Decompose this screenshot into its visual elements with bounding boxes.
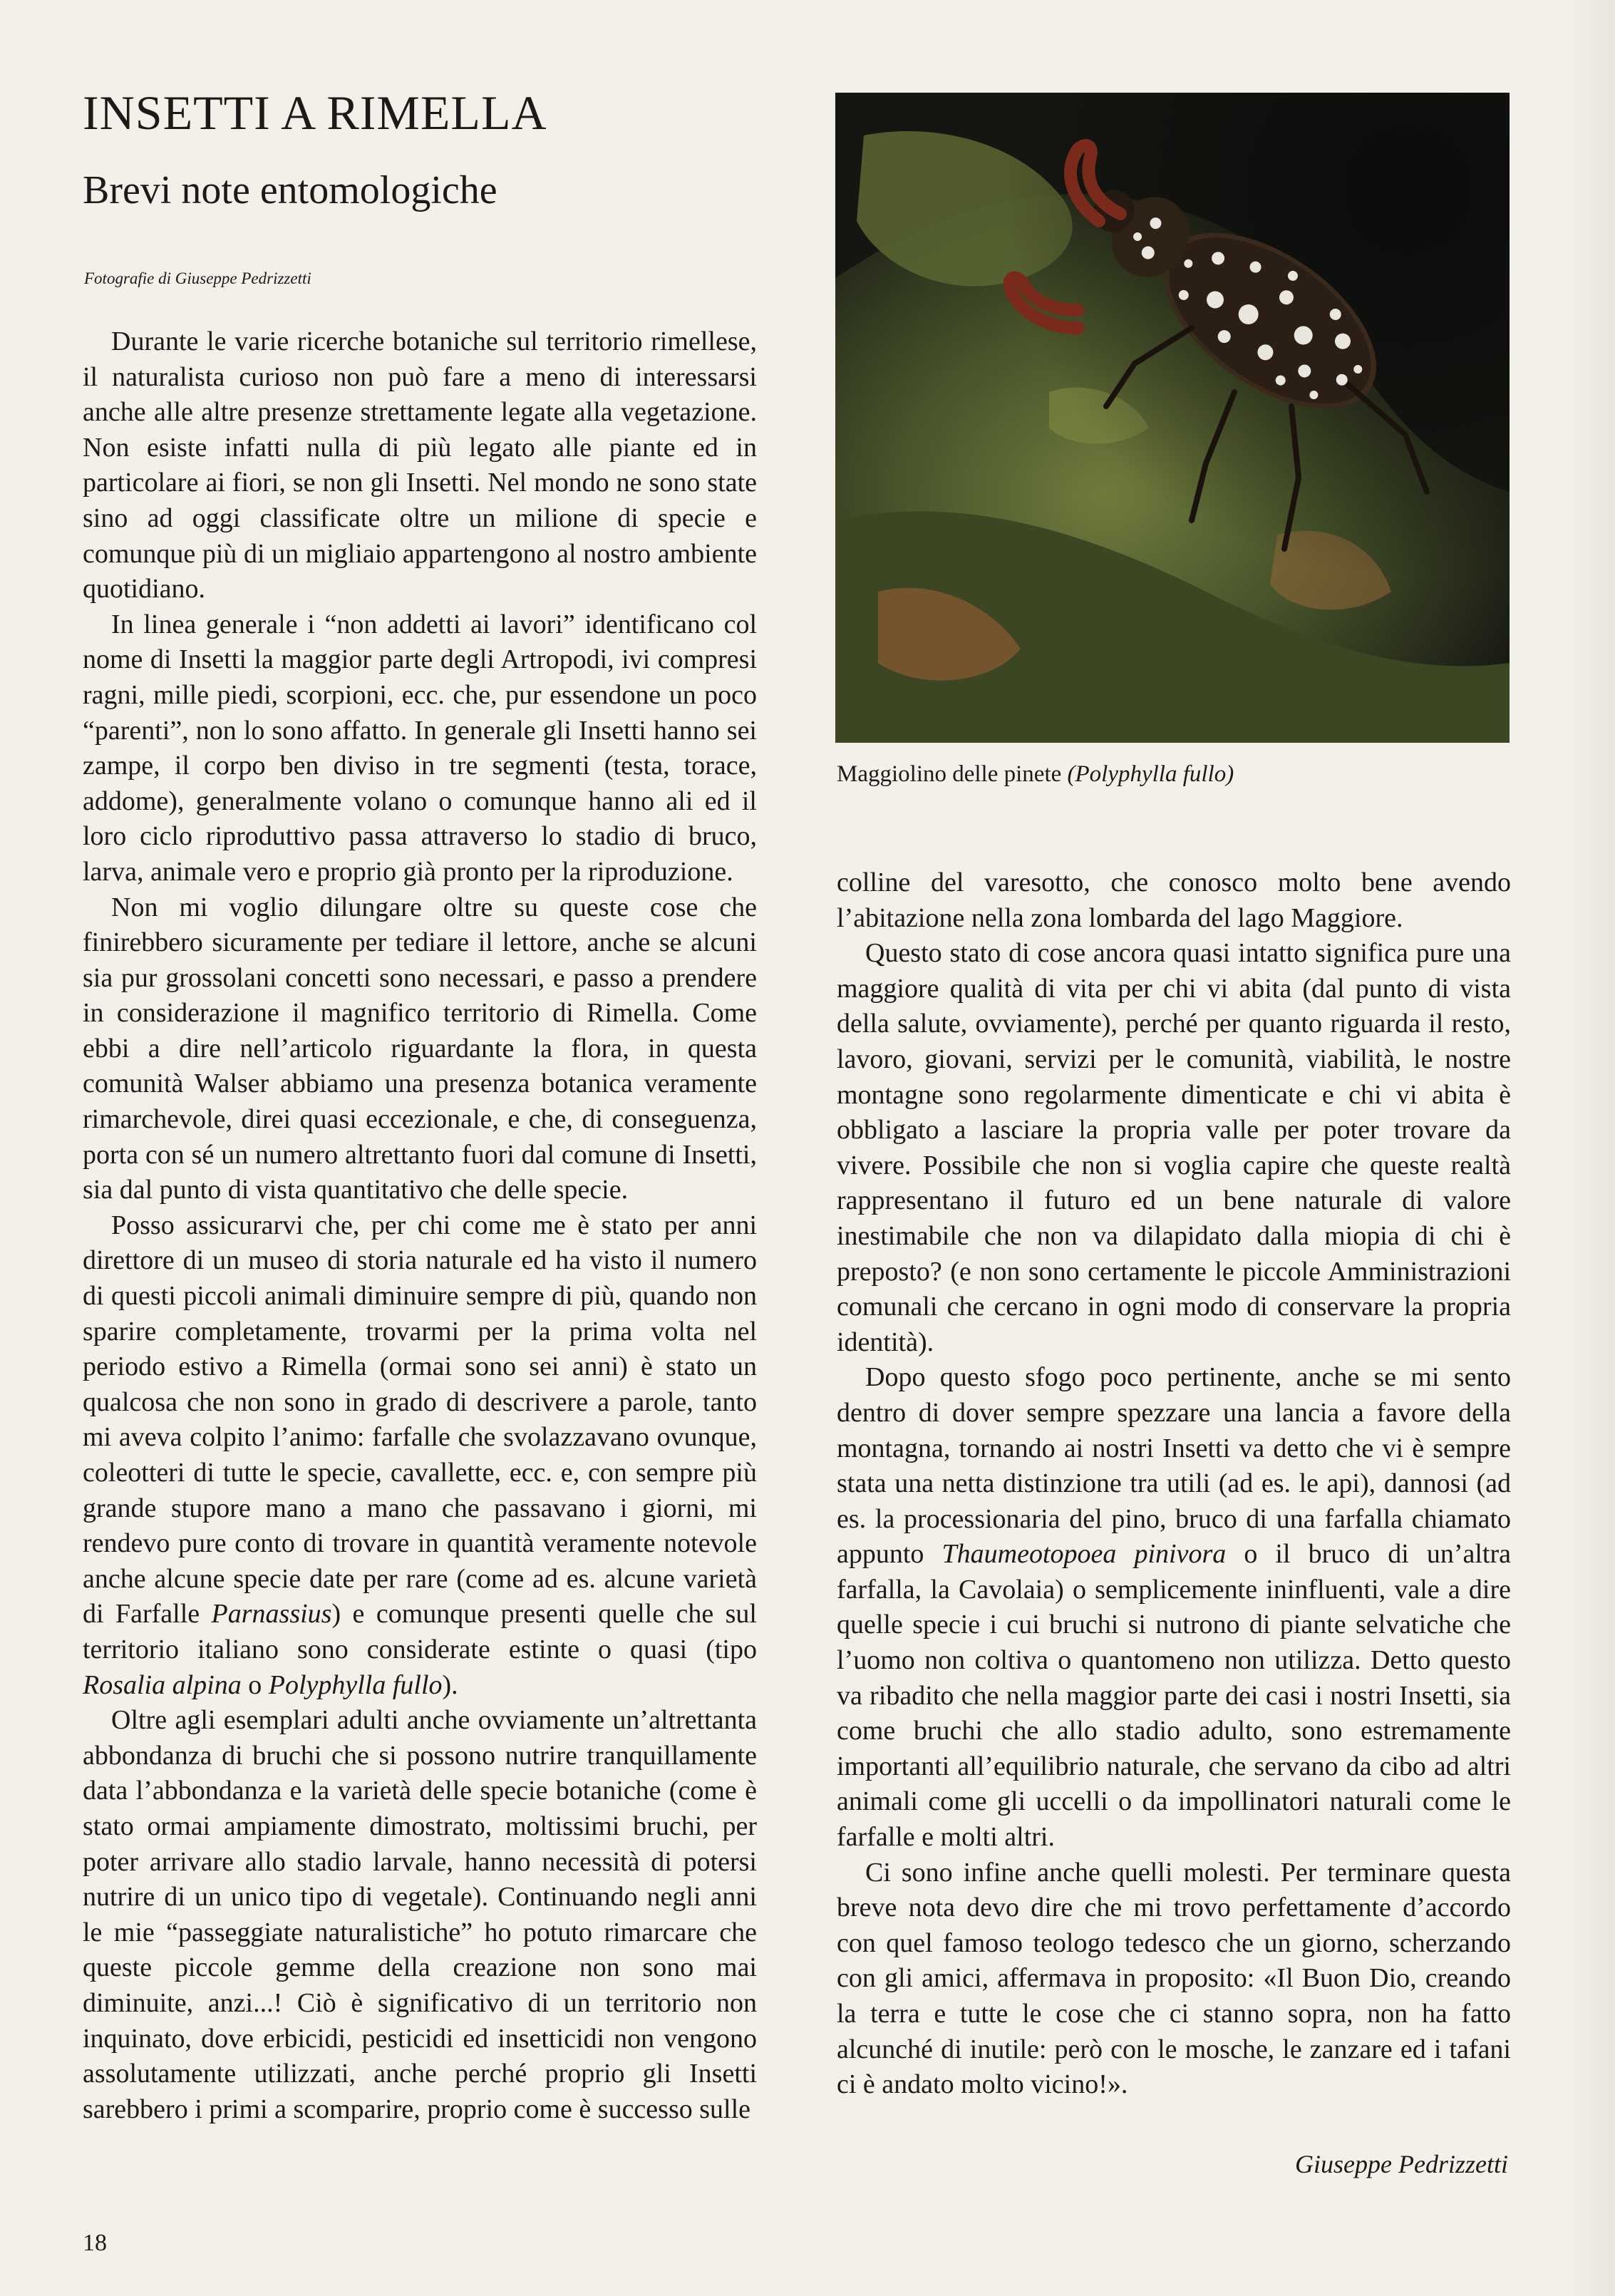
article-subtitle: Brevi note entomologiche xyxy=(83,168,497,212)
text-run: ) e comunque presenti quelle che sul territorio italiano sono considerate estinte o quasi (tipo xyxy=(83,1599,757,1664)
beetle-photo xyxy=(835,93,1510,743)
photo-caption xyxy=(837,761,1234,788)
paragraph: Questo stato di cose ancora quasi intatto significa pure una maggiore qualità di vita per chi vi abita (dal punto di vista della salute, ovviamente), perché per quanto riguarda il resto, lavoro, giovani, servizi per le comunità, viabilità, le nostre montagne sono regolarmente dimenticate e chi vi abita è obbligato a lasciare la propria valle per poter trovare da vivere. Possibile che non si voglia capire che queste realtà rappresentano il futuro ed un bene naturale di valore inestimabile che non va dilapidato dalla miopia di chi è preposto? (e non sono certamente le piccole Amministrazioni comunali che cercano in ogni modo di conservare la propria identità). xyxy=(837,938,1511,1357)
text-run: o il bruco di un’altra farfalla, la Cavolaia) o semplicemente ininfluenti, vale a dire quelle specie i cui bruchi si nutrono di piante selvatiche che l’uomo non coltiva o quantomeno non utilizza. Detto questo va ribadito che nella maggior parte dei casi i nostri Insetti, sia come bruchi che allo stadio adulto, sono estremamente importanti all’equilibrio naturale, che servano da cibo ad altri animali come gli uccelli o da impollinatori naturali come le farfalle e molti altri. xyxy=(837,1539,1511,1853)
species-name: Thaumeotopoea pinivora xyxy=(941,1539,1227,1570)
paragraph xyxy=(83,1208,757,1703)
text-run: o xyxy=(241,1669,269,1700)
beetle-illustration xyxy=(835,93,1510,743)
left-text-column xyxy=(83,324,757,2127)
paragraph: colline del varesotto, che conosco molto bene avendo l’abitazione nella zona lombarda del lago Maggiore. xyxy=(837,868,1511,933)
species-name: Polyphylla fullo xyxy=(268,1669,443,1700)
photo-credit: Fotografie di Giuseppe Pedrizzetti xyxy=(84,269,311,287)
right-text-column xyxy=(837,865,1511,2103)
author-signature: Giuseppe Pedrizzetti xyxy=(1295,2150,1508,2178)
caption-text: Maggiolino delle pinete xyxy=(837,761,1068,787)
species-name: Rosalia alpina xyxy=(83,1669,242,1700)
page-number: 18 xyxy=(83,2230,107,2256)
text-run: ). xyxy=(442,1669,458,1700)
article-title: INSETTI A RIMELLA xyxy=(83,86,547,140)
paragraph: In linea generale i “non addetti ai lavori” identificano col nome di Insetti la maggior parte degli Artropodi, ivi compresi ragni, mille piedi, scorpioni, ecc. che, pur essendone un poco “parenti”, non lo sono affatto. In generale gli Insetti hanno sei zampe, il corpo ben diviso in tre segmenti (testa, torace, addome), generalmente volano o comunque hanno ali ed il loro ciclo riproduttivo passa attraverso lo stadio di bruco, larva, animale vero e proprio già pronto per la riproduzione. xyxy=(83,609,757,887)
paragraph: Durante le varie ricerche botaniche sul territorio rimellese, il naturalista curioso non può fare a meno di interessarsi anche alle altre presenze strettamente legate alla vegetazione. Non esiste infatti nulla di più legato alle piante ed in particolare ai fiori, se non gli Insetti. Nel mondo ne sono state sino ad oggi classificate oltre un milione di specie e comunque più di un migliaio appartengono al nostro ambiente quotidiano. xyxy=(83,326,757,604)
paragraph: Ci sono infine anche quelli molesti. Per terminare questa breve nota devo dire che mi trovo perfettamente d’accordo con quel famoso teologo tedesco che un giorno, scherzando con gli amici, affermava in proposito: «Il Buon Dio, creando la terra e tutte le cose che ci stanno sopra, non ha fatto alcunché di inutile: però con le mosche, le zanzare ed i tafani ci è andato molto vicino!». xyxy=(837,1857,1511,2100)
paragraph xyxy=(837,1360,1511,1855)
paragraph: Non mi voglio dilungare oltre su queste cose che finirebbero sicuramente per tediare il lettore, anche se alcuni sia pur grossolani concetti sono necessari, e passo a prendere in considerazione il magnifico territorio di Rimella. Come ebbi a dire nell’articolo riguardante la flora, in questa comunità Walser abbiamo una presenza botanica veramente rimarchevole, direi quasi eccezionale, e che, di conseguenza, porta con sé un numero altrettanto fuori dal comune di Insetti, sia dal punto di vista quantitativo che delle specie. xyxy=(83,892,757,1205)
paragraph: Oltre agli esemplari adulti anche ovviamente un’altrettanta abbondanza di bruchi che si possono nutrire tranquillamente data l’abbondanza e la varietà delle specie botaniche (come è stato ormai ampiamente dimostrato, moltissimi bruchi, per poter arrivare allo stadio larvale, hanno necessità di potersi nutrire di un unico tipo di vegetale). Continuando negli anni le mie “passeggiate naturalistiche” ho potuto rimarcare che queste piccole gemme della creazione non sono mai diminuite, anzi...! Ciò è significativo di un territorio non inquinato, dove erbicidi, pesticidi ed insetticidi non vengono assolutamente utilizzati, anche perché proprio gli Insetti sarebbero i primi a scomparire, proprio come è successo sulle xyxy=(83,1705,757,2124)
caption-species: (Polyphylla fullo) xyxy=(1067,761,1234,787)
text-run: Dopo questo sfogo poco pertinente, anche se mi sento dentro di dover sempre spezzare una lancia a favore della montagna, tornando ai nostri Insetti va detto che vi è sempre stata una netta distinzione tra utili (ad es. le api), dannosi (ad es. la processionaria del pino, bruco di una farfalla chiamato appunto xyxy=(837,1362,1511,1570)
text-run: Posso assicurarvi che, per chi come me è stato per anni direttore di un museo di storia naturale ed ha visto il numero di questi piccoli animali diminuire sempre di più, quando non sparire completamente, trovarmi per la prima volta nel periodo estivo a Rimella (ormai sono sei anni) è stato un qualcosa che non sono in grado di descrivere a parole, tanto mi aveva colpito l’animo: farfalle che svolazzavano ovunque, coleotteri di tutte le specie, cavallette, ecc. e, con sempre più grande stupore mano a mano che passavano i giorni, mi rendevo pure conto di trovare in quantità veramente notevole anche alcune specie date per rare (come ad es. alcune varietà di Farfalle xyxy=(83,1210,757,1630)
species-name: Parnassius xyxy=(211,1599,332,1630)
page-edge-shadow xyxy=(1565,0,1615,2296)
